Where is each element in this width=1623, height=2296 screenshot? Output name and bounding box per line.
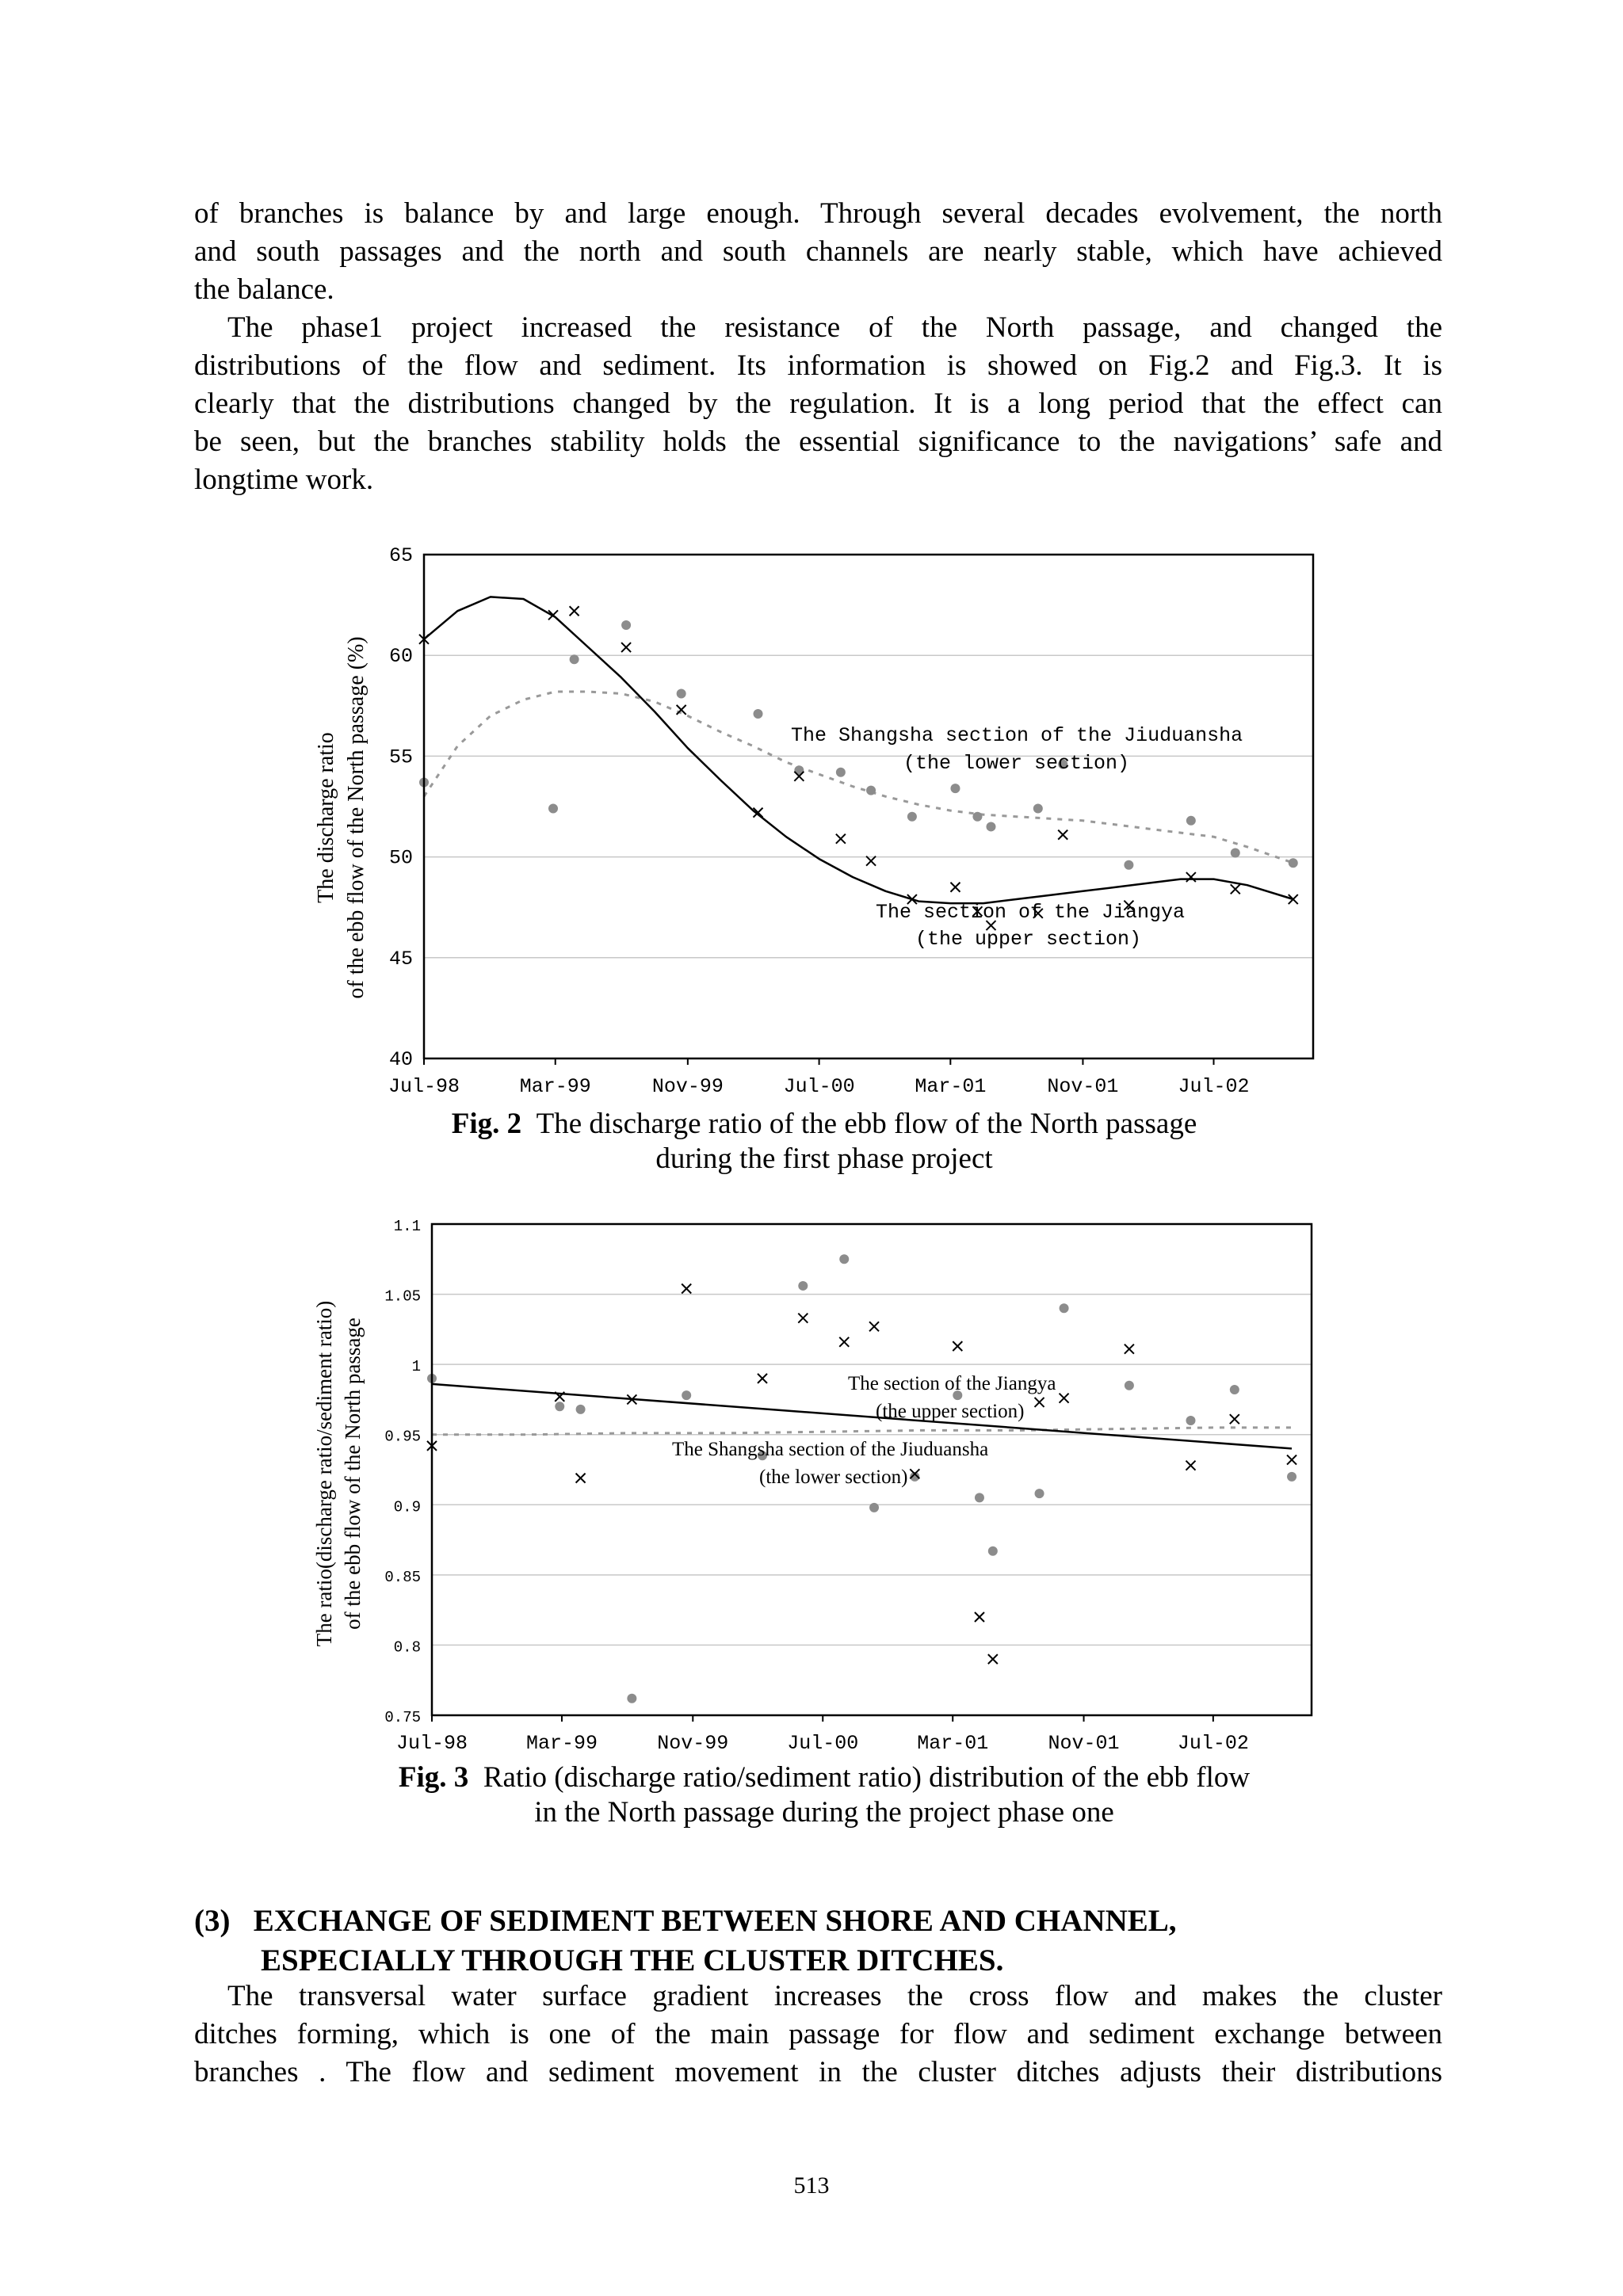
point-lower-section (1033, 804, 1043, 814)
annotation-upper-line1: The section of the Jiangya (848, 1373, 1056, 1394)
figure-3-caption-line1: Ratio (discharge ratio/sediment ratio) distribution of the ebb flow (483, 1761, 1251, 1794)
y-tick-labels (384, 1218, 421, 1726)
x-tick-label: Nov-99 (657, 1732, 729, 1755)
point-lower-section (570, 654, 579, 664)
point-upper-section (1289, 894, 1298, 904)
text-line: longtime work. (194, 463, 374, 496)
point-lower-section (1124, 860, 1133, 870)
point-lower-section (1186, 816, 1196, 826)
section-heading-line2: ESPECIALLY THROUGH THE CLUSTER DITCHES. (261, 1943, 1004, 1978)
section-heading (194, 1901, 1177, 1981)
point-upper-section (576, 1474, 586, 1483)
point-lower-section (972, 812, 982, 822)
x-tick-label: Mar-99 (525, 1732, 598, 1755)
x-tick-label: Nov-99 (651, 1075, 724, 1098)
figure-3-number: Fig. 3 (398, 1761, 469, 1794)
point-upper-section (1035, 1398, 1044, 1407)
figure-3-chart (301, 1208, 1347, 1763)
point-lower-section (1125, 1381, 1134, 1390)
y-tick-label: 0.9 (393, 1498, 421, 1516)
point-lower-section (576, 1405, 586, 1414)
y-tick-label: 65 (388, 544, 413, 567)
section-number: (3) (194, 1904, 231, 1938)
trend-lower-section (424, 692, 1293, 863)
text-line: ditches forming, which is one of the main passage for flow and sediment exchange between (194, 2018, 1442, 2050)
point-lower-section (627, 1694, 636, 1703)
point-lower-section (986, 822, 995, 831)
y-axis-title-line2: of the ebb flow of the North passage (341, 1318, 365, 1630)
point-lower-section (1287, 1472, 1296, 1482)
point-upper-section (1287, 1455, 1296, 1465)
point-upper-section (682, 1283, 691, 1293)
point-lower-section (1230, 1385, 1239, 1394)
point-upper-section (1186, 872, 1196, 882)
point-upper-section (869, 1322, 879, 1331)
y-axis-title (312, 1301, 365, 1647)
annotation-lower-line1: The Shangsha section of the Jiuduansha (672, 1439, 989, 1460)
annotation-upper-line2: (the upper section) (876, 1401, 1025, 1422)
y-tick-label: 40 (388, 1048, 413, 1071)
trend-line-lower (424, 692, 1293, 863)
point-lower-section (798, 1281, 808, 1291)
point-upper-section (836, 834, 846, 844)
x-tick-label: Mar-99 (519, 1075, 591, 1098)
trend-line-lower (432, 1428, 1292, 1435)
y-tick-labels (389, 544, 413, 1071)
point-lower-section (754, 709, 763, 719)
point-lower-section (836, 768, 846, 777)
point-upper-section (950, 883, 960, 892)
y-tick-label: 1.05 (384, 1287, 421, 1306)
point-lower-section (866, 786, 876, 795)
y-tick-label: 0.75 (384, 1709, 421, 1726)
section-paragraph (194, 1978, 1442, 2092)
point-upper-section (1231, 884, 1240, 894)
x-tick-labels (388, 1058, 1250, 1098)
x-tick-label: Jul-98 (388, 1075, 460, 1098)
point-lower-section (555, 1402, 564, 1411)
point-lower-section (869, 1503, 879, 1512)
text-line: distributions of the flow and sediment. Its information is showed on Fig.2 and Fig.3. It is (194, 349, 1442, 382)
text-line: The transversal water surface gradient increases the cross flow and makes the cluster (227, 1980, 1442, 2012)
point-lower-section (1035, 1489, 1044, 1498)
figure-3-caption-line2: in the North passage during the project phase one (534, 1796, 1114, 1829)
point-lower-section (621, 620, 631, 630)
y-tick-label: 45 (388, 947, 413, 971)
text-line: be seen, but the branches stability holds the essential significance to the navigations’ safe and (194, 425, 1442, 458)
text-line: and south passages and the north and south channels are nearly stable, which have achieved (194, 235, 1442, 268)
point-lower-section (839, 1254, 849, 1264)
y-tick-label: 0.95 (384, 1428, 421, 1446)
annotation-lower-line2: (the lower section) (903, 752, 1130, 775)
annotation-upper-line2: (the upper section) (915, 928, 1142, 951)
x-tick-label: Jul-98 (395, 1732, 468, 1755)
point-lower-section (907, 812, 917, 822)
text-line: The phase1 project increased the resistance of the North passage, and changed the (227, 311, 1442, 344)
x-tick-labels (396, 1715, 1249, 1755)
figure-2-caption-line1: The discharge ratio of the ebb flow of the North passage (536, 1108, 1197, 1140)
figure-2-caption (301, 1107, 1347, 1177)
point-lower-section (975, 1493, 984, 1502)
y-tick-label: 1.1 (393, 1218, 421, 1235)
section-heading-line1: EXCHANGE OF SEDIMENT BETWEEN SHORE AND CHANNEL, (253, 1904, 1177, 1938)
point-upper-section (988, 1654, 998, 1664)
annotation-lower-line1: The Shangsha section of the Jiuduansha (791, 724, 1243, 747)
point-lower-section (1289, 858, 1298, 868)
point-lower-section (1060, 1303, 1069, 1313)
point-upper-section (621, 643, 631, 652)
y-tick-label: 0.85 (384, 1568, 421, 1586)
text-line: the balance. (194, 273, 334, 306)
point-lower-section (950, 784, 960, 793)
point-lower-section (1186, 1416, 1196, 1425)
point-lower-section (682, 1390, 691, 1400)
x-tick-label: Jul-02 (1178, 1075, 1250, 1098)
annotation-lower-line2: (the lower section) (759, 1466, 908, 1488)
y-tick-label: 55 (388, 746, 413, 769)
point-upper-section (975, 1612, 984, 1622)
point-lower-section (988, 1547, 998, 1556)
y-tick-label: 0.8 (393, 1638, 421, 1657)
y-axis-title-line2: of the ebb flow of the North passage (%) (344, 636, 369, 999)
trend-lower-section (432, 1428, 1292, 1435)
point-upper-section (866, 856, 876, 866)
y-tick-label: 50 (388, 846, 413, 870)
point-lower-section (548, 804, 558, 814)
x-tick-label: Jul-02 (1177, 1732, 1249, 1755)
y-tick-label: 1 (411, 1358, 421, 1376)
figure-2-chart (301, 531, 1347, 1109)
point-upper-section (953, 1341, 962, 1351)
x-tick-label: Jul-00 (783, 1075, 855, 1098)
figure-3-caption (301, 1760, 1347, 1830)
body-paragraph (194, 309, 1442, 499)
x-tick-label: Mar-01 (917, 1732, 989, 1755)
text-line: of branches is balance by and large enough. Through several decades evolvement, the north (194, 197, 1442, 230)
x-tick-label: Mar-01 (915, 1075, 987, 1098)
y-axis-title (314, 636, 369, 998)
point-upper-section (1058, 830, 1067, 840)
point-upper-section (1125, 1344, 1134, 1354)
text-line: branches . The flow and sediment movement in the cluster ditches adjusts their distributions (194, 2056, 1442, 2088)
point-upper-section (839, 1337, 849, 1347)
point-upper-section (758, 1374, 767, 1383)
intro-paragraph (194, 195, 1442, 309)
figure-2-number: Fig. 2 (451, 1108, 522, 1140)
point-upper-section (798, 1314, 808, 1323)
x-tick-label: Nov-01 (1048, 1732, 1120, 1755)
point-upper-section (570, 606, 579, 616)
text-line: clearly that the distributions changed by the regulation. It is a long period that the effect can (194, 387, 1442, 420)
y-axis-title-line1: The discharge ratio (314, 732, 338, 903)
point-upper-section (1186, 1461, 1196, 1470)
page-number: 513 (793, 2172, 830, 2199)
x-tick-label: Nov-01 (1047, 1075, 1119, 1098)
figure-2-caption-line2: during the first phase project (655, 1142, 993, 1175)
annotation-upper-line1: The section of the Jiangya (876, 901, 1186, 924)
y-tick-label: 60 (388, 645, 413, 669)
point-lower-section (677, 689, 686, 699)
point-upper-section (1060, 1394, 1069, 1403)
x-tick-label: Jul-00 (787, 1732, 859, 1755)
point-lower-section (1231, 849, 1240, 858)
y-axis-title-line1: The ratio(discharge ratio/sediment ratio) (312, 1300, 336, 1647)
point-upper-section (1230, 1414, 1239, 1424)
